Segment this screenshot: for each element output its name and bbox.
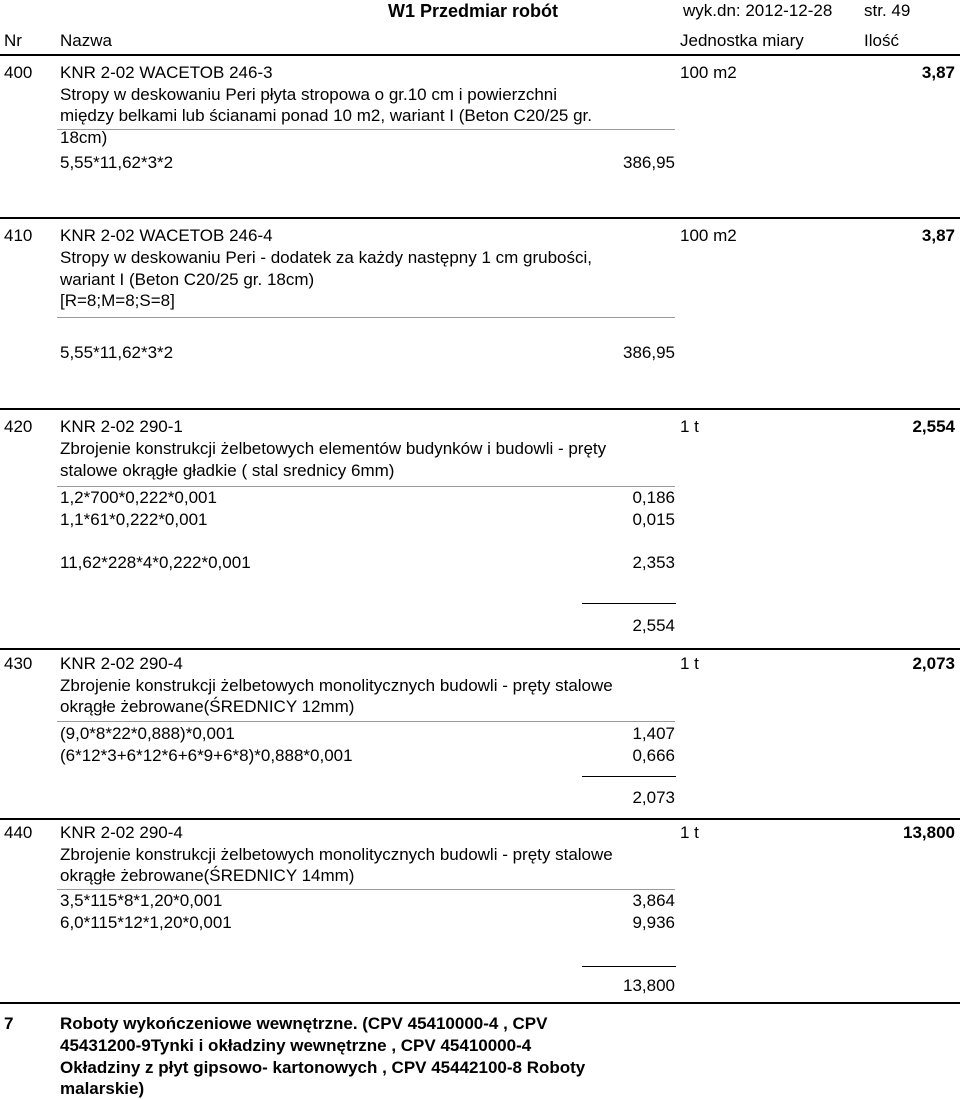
sum-underline: [582, 776, 676, 777]
item-code: KNR 2-02 290-1: [60, 417, 183, 436]
desc-separator: [57, 317, 675, 318]
item-code: KNR 2-02 290-4: [60, 654, 183, 673]
calc-value: 3,864: [632, 891, 675, 910]
item-desc-line: między belkami lub ścianami ponad 10 m2, wariant I (Beton C20/25 gr.: [60, 106, 592, 125]
column-header-nr: Nr: [4, 31, 22, 50]
calc-expression: 11,62*228*4*0,222*0,001: [60, 553, 251, 572]
item-nr: 420: [4, 417, 33, 436]
item-desc-line: stalowe okrągłe gładkie ( stal srednicy 6mm): [60, 461, 395, 480]
item-unit: 1 t: [680, 654, 699, 673]
column-header-name: Nazwa: [60, 31, 112, 50]
item-unit: 1 t: [680, 417, 699, 436]
calc-value: 0,186: [632, 488, 675, 507]
calc-expression: 1,1*61*0,222*0,001: [60, 510, 208, 529]
section-nr: 7: [4, 1014, 14, 1033]
header-divider: [0, 54, 960, 56]
calc-expression: (9,0*8*22*0,888)*0,001: [60, 724, 235, 743]
calc-expression: (6*12*3+6*12*6+6*9+6*8)*0,888*0,001: [60, 746, 353, 765]
sum-underline: [582, 603, 676, 604]
row-divider: [0, 648, 960, 650]
item-desc-line-clipped: 18cm): [60, 128, 108, 147]
calc-sum: 13,800: [623, 976, 675, 995]
item-nr: 440: [4, 823, 33, 842]
column-header-qty: Ilość: [864, 31, 899, 50]
calc-expression: 6,0*115*12*1,20*0,001: [60, 913, 232, 932]
item-nr: 410: [4, 226, 33, 245]
item-qty: 3,87: [921, 226, 955, 245]
section-title-line: malarskie): [60, 1079, 145, 1098]
sum-underline: [582, 966, 676, 967]
calc-value: 0,666: [632, 746, 675, 765]
section-title-line: Roboty wykończeniowe wewnętrzne. (CPV 45410000-4 , CPV: [60, 1014, 548, 1033]
item-desc-line: okrągłe żebrowane(ŚREDNICY 12mm): [60, 697, 355, 716]
calc-value: 9,936: [632, 913, 675, 932]
section-title-line: Okładziny z płyt gipsowo- kartonowych , CPV 45442100-8 Roboty: [60, 1058, 586, 1077]
item-nr: 430: [4, 654, 33, 673]
item-unit: 1 t: [680, 823, 699, 842]
item-desc-line: Zbrojenie konstrukcji żelbetowych elementów budynków i budowli - pręty: [60, 439, 607, 458]
item-desc-line: Zbrojenie konstrukcji żelbetowych monolitycznych budowli - pręty stalowe: [60, 845, 613, 864]
item-desc-line: okrągłe żebrowane(ŚREDNICY 14mm): [60, 866, 355, 885]
desc-separator: [57, 721, 675, 722]
calc-sum: 2,073: [632, 788, 675, 807]
calc-expression: 1,2*700*0,222*0,001: [60, 488, 217, 507]
item-desc-line: wariant I (Beton C20/25 gr. 18cm): [60, 270, 315, 289]
item-qty: 2,073: [912, 654, 955, 673]
calc-value: 0,015: [632, 510, 675, 529]
item-unit: 100 m2: [680, 63, 737, 82]
calc-value: 2,353: [632, 553, 675, 572]
calc-expression: 3,5*115*8*1,20*0,001: [60, 891, 223, 910]
row-divider: [0, 217, 960, 219]
row-divider: [0, 818, 960, 820]
document-title: W1 Przedmiar robót: [388, 1, 559, 21]
item-nr: 400: [4, 63, 33, 82]
desc-separator: [57, 129, 675, 130]
calc-value: 1,407: [632, 724, 675, 743]
item-desc-line: Zbrojenie konstrukcji żelbetowych monolitycznych budowli - pręty stalowe: [60, 676, 613, 695]
item-code: KNR 2-02 WACETOB 246-3: [60, 63, 273, 82]
calc-value: 386,95: [623, 153, 675, 172]
row-divider: [0, 1002, 960, 1004]
item-unit: 100 m2: [680, 226, 737, 245]
item-desc-line: [R=8;M=8;S=8]: [60, 291, 175, 310]
item-desc-line: Stropy w deskowaniu Peri - dodatek za każdy następny 1 cm grubości,: [60, 248, 592, 267]
calc-expression: 5,55*11,62*3*2: [60, 343, 174, 362]
item-qty: 2,554: [912, 417, 955, 436]
item-qty: 3,87: [921, 63, 955, 82]
section-title-line: 45431200-9Tynki i okładziny wewnętrzne , CPV 45410000-4: [60, 1036, 532, 1055]
calc-value: 386,95: [623, 343, 675, 362]
calc-sum: 2,554: [632, 616, 675, 635]
print-date: wyk.dn: 2012-12-28: [683, 1, 833, 20]
item-code: KNR 2-02 290-4: [60, 823, 183, 842]
page-number: str. 49: [864, 1, 911, 20]
item-qty: 13,800: [903, 823, 955, 842]
item-code: KNR 2-02 WACETOB 246-4: [60, 226, 273, 245]
calc-expression: 5,55*11,62*3*2: [60, 153, 174, 172]
column-header-unit: Jednostka miary: [680, 31, 804, 50]
row-divider: [0, 408, 960, 410]
item-desc-line: Stropy w deskowaniu Peri płyta stropowa o gr.10 cm i powierzchni: [60, 85, 558, 104]
